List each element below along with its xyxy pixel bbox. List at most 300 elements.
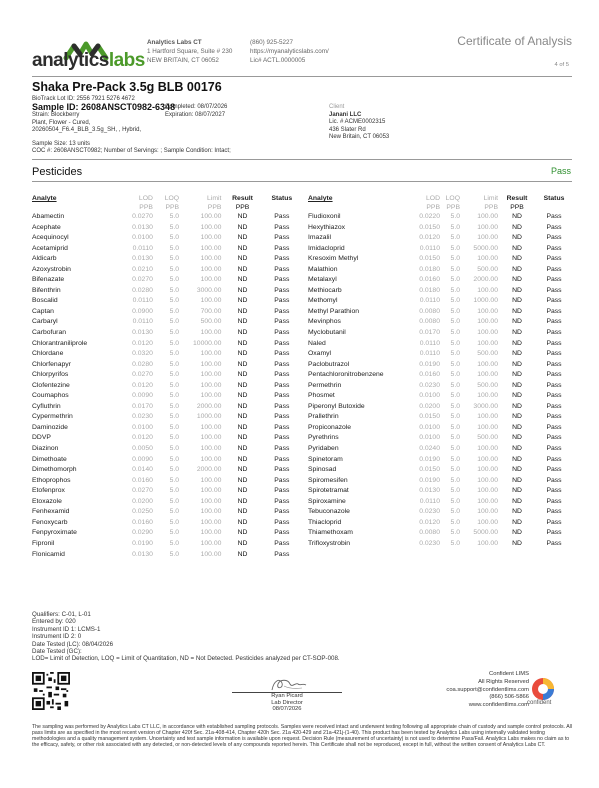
loq-cell: 5.0 bbox=[169, 518, 180, 526]
limit-cell: 100.00 bbox=[477, 234, 498, 242]
loq-cell: 5.0 bbox=[169, 413, 180, 421]
confident-email[interactable]: coa.support@confidentlims.com bbox=[446, 686, 529, 693]
limit-cell: 100.00 bbox=[477, 318, 498, 326]
analyte-cell: Acequinocyl bbox=[32, 234, 69, 242]
loq-cell: 5.0 bbox=[169, 466, 180, 474]
table-row bbox=[306, 244, 574, 255]
lod-cell: 0.0280 bbox=[132, 360, 153, 368]
analyte-cell: Methyl Parathion bbox=[308, 307, 360, 315]
note-legend: LOD= Limit of Detection, LOQ = Limit of Quantitation, ND = Not Detected. Pesticides analyzed per CT-SOP-008. bbox=[32, 655, 340, 663]
table-row bbox=[30, 486, 302, 497]
limit-cell: 100.00 bbox=[477, 213, 498, 220]
loq-cell: 5.0 bbox=[169, 255, 180, 263]
lod-cell: 0.0110 bbox=[419, 350, 440, 358]
lod-cell: 0.0210 bbox=[132, 265, 153, 273]
lod-cell: 0.0290 bbox=[132, 529, 153, 537]
lod-cell: 0.0120 bbox=[132, 434, 153, 442]
lod-cell: 0.0110 bbox=[132, 244, 153, 252]
result-cell: ND bbox=[237, 423, 248, 431]
limit-cell: 100.00 bbox=[200, 360, 222, 368]
client-address-1: 436 Slater Rd bbox=[329, 126, 366, 133]
table-row bbox=[306, 328, 574, 339]
limit-cell: 100.00 bbox=[200, 445, 222, 453]
loq-cell: 5.0 bbox=[450, 360, 460, 368]
lod-cell: 0.0200 bbox=[419, 402, 440, 410]
loq-cell: 5.0 bbox=[169, 350, 180, 358]
limit-cell: 100.00 bbox=[477, 413, 498, 421]
lod-cell: 0.0150 bbox=[419, 223, 440, 231]
table-row bbox=[306, 349, 574, 360]
result-cell: ND bbox=[512, 223, 522, 231]
table-row bbox=[306, 433, 574, 444]
loq-cell: 5.0 bbox=[169, 244, 180, 252]
limit-cell: 500.00 bbox=[477, 265, 498, 273]
lod-cell: 0.0150 bbox=[419, 466, 440, 474]
limit-cell: 100.00 bbox=[200, 508, 222, 516]
limit-cell: 100.00 bbox=[200, 455, 222, 463]
unit-loq: PPB bbox=[165, 204, 180, 211]
loq-cell: 5.0 bbox=[450, 423, 460, 431]
table-row bbox=[30, 254, 302, 265]
table-row bbox=[306, 518, 574, 529]
lod-cell: 0.0100 bbox=[132, 234, 153, 242]
table-row bbox=[306, 507, 574, 518]
result-cell: ND bbox=[512, 350, 522, 358]
signature-date: 08/07/2026 bbox=[272, 706, 302, 713]
limit-cell: 100.00 bbox=[200, 550, 222, 558]
table-row bbox=[30, 296, 302, 307]
analyte-cell: Carbaryl bbox=[32, 318, 58, 326]
loq-cell: 5.0 bbox=[169, 297, 180, 305]
lod-cell: 0.0110 bbox=[419, 244, 440, 252]
result-cell: ND bbox=[237, 455, 248, 463]
table-row bbox=[306, 307, 574, 318]
status-cell: Pass bbox=[546, 265, 562, 273]
table-row bbox=[30, 550, 302, 561]
limit-cell: 100.00 bbox=[477, 286, 498, 294]
loq-cell: 5.0 bbox=[169, 265, 180, 273]
table-row bbox=[30, 444, 302, 455]
lod-cell: 0.0160 bbox=[419, 276, 440, 284]
document-title: Certificate of Analysis bbox=[457, 34, 572, 48]
loq-cell: 5.0 bbox=[450, 445, 460, 453]
lod-cell: 0.0240 bbox=[419, 445, 440, 453]
table-row bbox=[30, 433, 302, 444]
sample-id: Sample ID: 2608ANSCT0982-6348 bbox=[32, 102, 176, 112]
limit-cell: 100.00 bbox=[477, 455, 498, 463]
signature-image bbox=[232, 674, 342, 694]
status-cell: Pass bbox=[546, 360, 562, 368]
status-cell: Pass bbox=[546, 339, 562, 347]
lot-id: BioTrack Lot ID: 2556 7921 5276 4672 bbox=[32, 96, 135, 102]
analyte-cell: Thiacloprid bbox=[308, 518, 342, 526]
table-row bbox=[30, 412, 302, 423]
table-row bbox=[30, 317, 302, 328]
analyte-cell: DDVP bbox=[32, 434, 51, 442]
loq-cell: 5.0 bbox=[169, 276, 180, 284]
result-cell: ND bbox=[237, 318, 248, 326]
loq-cell: 5.0 bbox=[450, 276, 460, 284]
limit-cell: 100.00 bbox=[477, 307, 498, 315]
table-row bbox=[30, 476, 302, 487]
analyte-cell: Methiocarb bbox=[308, 286, 342, 294]
analyte-cell: Pyridaben bbox=[308, 445, 339, 453]
lod-cell: 0.0100 bbox=[419, 392, 440, 400]
col-limit: Limit bbox=[483, 195, 498, 202]
note-qualifiers: Qualifiers: C-01, L-01 bbox=[32, 611, 91, 618]
loq-cell: 5.0 bbox=[169, 402, 180, 410]
lod-cell: 0.0190 bbox=[419, 476, 440, 484]
lod-cell: 0.0080 bbox=[419, 307, 440, 315]
loq-cell: 5.0 bbox=[169, 508, 180, 516]
analyte-cell: Kresoxim Methyl bbox=[308, 255, 359, 263]
col-analyte: Analyte bbox=[32, 195, 57, 202]
table-row bbox=[30, 465, 302, 476]
analyte-cell: Pentachloronitrobenzene bbox=[308, 371, 384, 379]
batch: 20260504_F6.4_BLB_3.5g_SH, , Hybrid, bbox=[32, 127, 142, 134]
limit-cell: 100.00 bbox=[200, 381, 222, 389]
signature-block bbox=[232, 693, 342, 713]
loq-cell: 5.0 bbox=[450, 286, 460, 294]
lod-cell: 0.0120 bbox=[132, 381, 153, 389]
status-cell: Pass bbox=[546, 350, 562, 358]
analyte-cell: Chlorpyrifos bbox=[32, 371, 69, 379]
table-row bbox=[306, 286, 574, 297]
status-cell: Pass bbox=[274, 445, 290, 453]
confident-phone: (866) 506-5866 bbox=[489, 694, 529, 701]
analyte-cell: Fenoxycarb bbox=[32, 518, 68, 526]
result-cell: ND bbox=[512, 455, 522, 463]
client-address-2: New Britain, CT 06053 bbox=[329, 134, 390, 141]
analyte-cell: Malathion bbox=[308, 265, 338, 273]
table-row bbox=[30, 265, 302, 276]
confident-logo-text: confident bbox=[527, 700, 552, 706]
results-body-left bbox=[30, 212, 302, 560]
status-cell: Pass bbox=[546, 508, 562, 516]
analyte-cell: Permethrin bbox=[308, 381, 342, 389]
status-cell: Pass bbox=[274, 213, 290, 220]
limit-cell: 5000.00 bbox=[473, 529, 498, 537]
lod-cell: 0.0130 bbox=[132, 255, 153, 263]
table-row bbox=[30, 244, 302, 255]
status-cell: Pass bbox=[274, 508, 290, 516]
limit-cell: 100.00 bbox=[200, 518, 222, 526]
analyte-cell: Ethoprophos bbox=[32, 476, 71, 484]
limit-cell: 100.00 bbox=[477, 255, 498, 263]
result-cell: ND bbox=[512, 497, 522, 505]
disclaimer: The sampling was performed by Analytics Labs CT LLC, in accordance with established sampling protocols. Samples were received intact and underwent testing following all appropriate chain of custody and sample control protocols. All pass limits are as specified in the most recent version of Chapter 420f Sec. 21a-408-414, Chapter 420h Sec. 21a 420-429 and 21a-421j-(1-40). This product has been tested by Analytics Labs using internally validated testing methodologies and a quality management system. Uncertainty and test sample information is available upon request. Decision Rule (measurement of uncertainty) is not used to determine Pass/Fail. Analytics Labs makes no claim as to the efficacy, safety, or other risk associated with any detected, or non-detected levels of any compounds reported herein. This Certificate shall not be reproduced, except in full, without the written consent of Analytics Labs CT. bbox=[32, 724, 572, 748]
limit-cell: 10000.00 bbox=[193, 339, 222, 347]
lod-cell: 0.0250 bbox=[132, 508, 153, 516]
limit-cell: 100.00 bbox=[200, 487, 222, 495]
analyte-cell: Chlorantraniliprole bbox=[32, 339, 88, 347]
status-cell: Pass bbox=[546, 318, 562, 326]
table-row bbox=[30, 233, 302, 244]
status-cell: Pass bbox=[546, 455, 562, 463]
result-cell: ND bbox=[237, 329, 248, 337]
loq-cell: 5.0 bbox=[169, 487, 180, 495]
loq-cell: 5.0 bbox=[450, 466, 460, 474]
table-row bbox=[30, 507, 302, 518]
analyte-cell: Naled bbox=[308, 339, 326, 347]
result-cell: ND bbox=[237, 487, 248, 495]
table-row bbox=[306, 444, 574, 455]
analyte-cell: Tebuconazole bbox=[308, 508, 350, 516]
lod-cell: 0.0100 bbox=[419, 434, 440, 442]
status-cell: Pass bbox=[274, 244, 290, 252]
result-cell: ND bbox=[512, 413, 522, 421]
loq-cell: 5.0 bbox=[450, 255, 460, 263]
loq-cell: 5.0 bbox=[450, 392, 460, 400]
status-cell: Pass bbox=[546, 213, 562, 220]
client-license: Lic. # ACME0002315 bbox=[329, 119, 386, 126]
table-row bbox=[306, 528, 574, 539]
loq-cell: 5.0 bbox=[450, 402, 460, 410]
limit-cell: 500.00 bbox=[200, 318, 222, 326]
status-cell: Pass bbox=[274, 234, 290, 242]
qr-code[interactable] bbox=[32, 672, 70, 710]
analyte-cell: Oxamyl bbox=[308, 350, 332, 358]
note-entered-by: Entered by: 020 bbox=[32, 618, 76, 626]
loq-cell: 5.0 bbox=[450, 339, 460, 347]
limit-cell: 3000.00 bbox=[473, 402, 498, 410]
limit-cell: 100.00 bbox=[200, 329, 222, 337]
lod-cell: 0.0080 bbox=[419, 318, 440, 326]
analyte-cell: Azoxystrobin bbox=[32, 265, 71, 273]
status-cell: Pass bbox=[546, 371, 562, 379]
unit-lod: PPB bbox=[426, 204, 440, 211]
lod-cell: 0.0160 bbox=[132, 476, 153, 484]
status-cell: Pass bbox=[546, 423, 562, 431]
analyte-cell: Cypermethrin bbox=[32, 413, 73, 421]
result-cell: ND bbox=[512, 339, 522, 347]
result-cell: ND bbox=[237, 476, 248, 484]
status-cell: Pass bbox=[274, 487, 290, 495]
lod-cell: 0.0090 bbox=[132, 455, 153, 463]
result-cell: ND bbox=[512, 539, 522, 547]
header-divider bbox=[32, 76, 572, 77]
analyte-cell: Flonicamid bbox=[32, 550, 65, 558]
product-name: Shaka Pre-Pack 3.5g BLB 00176 bbox=[32, 80, 222, 94]
company-name: Analytics Labs CT bbox=[147, 39, 202, 46]
limit-cell: 100.00 bbox=[200, 423, 222, 431]
lod-cell: 0.0190 bbox=[419, 360, 440, 368]
analyte-cell: Pyrethrins bbox=[308, 434, 339, 442]
analyte-cell: Daminozide bbox=[32, 423, 68, 431]
table-row bbox=[306, 223, 574, 234]
analyte-cell: Carbofuran bbox=[32, 329, 67, 337]
table-row bbox=[306, 486, 574, 497]
loq-cell: 5.0 bbox=[450, 529, 460, 537]
status-cell: Pass bbox=[546, 434, 562, 442]
loq-cell: 5.0 bbox=[450, 297, 460, 305]
status-cell: Pass bbox=[274, 297, 290, 305]
loq-cell: 5.0 bbox=[169, 329, 180, 337]
col-loq: LOQ bbox=[445, 195, 460, 202]
status-cell: Pass bbox=[546, 466, 562, 474]
status-cell: Pass bbox=[274, 466, 290, 474]
table-row bbox=[30, 360, 302, 371]
loq-cell: 5.0 bbox=[169, 234, 180, 242]
client-name: Janani LLC bbox=[329, 111, 362, 118]
lod-cell: 0.0900 bbox=[132, 307, 153, 315]
analyte-cell: Cyfluthrin bbox=[32, 402, 61, 410]
result-cell: ND bbox=[512, 402, 522, 410]
completed-date: Completed: 08/07/2026 bbox=[165, 104, 228, 110]
confident-name: Confident LIMS bbox=[489, 671, 529, 677]
coc: COC #: 2608ANSCT0982; Number of Servings: ; Sample Condition: Intact; bbox=[32, 148, 231, 154]
status-cell: Pass bbox=[274, 276, 290, 284]
company-url[interactable]: https://myanalyticslabs.com/ bbox=[250, 48, 329, 55]
loq-cell: 5.0 bbox=[450, 329, 460, 337]
analyte-cell: Diazinon bbox=[32, 445, 59, 453]
table-row bbox=[30, 402, 302, 413]
result-cell: ND bbox=[512, 318, 522, 326]
status-cell: Pass bbox=[274, 497, 290, 505]
table-row bbox=[30, 455, 302, 466]
analyte-cell: Chlordane bbox=[32, 350, 64, 358]
result-cell: ND bbox=[237, 286, 248, 294]
limit-cell: 100.00 bbox=[200, 223, 222, 231]
lod-cell: 0.0140 bbox=[132, 466, 153, 474]
lod-cell: 0.0280 bbox=[132, 286, 153, 294]
result-cell: ND bbox=[512, 529, 522, 537]
result-cell: ND bbox=[237, 244, 248, 252]
status-cell: Pass bbox=[546, 286, 562, 294]
loq-cell: 5.0 bbox=[450, 265, 460, 273]
status-cell: Pass bbox=[274, 265, 290, 273]
analyte-cell: Propiconazole bbox=[308, 423, 352, 431]
lod-cell: 0.0230 bbox=[419, 381, 440, 389]
lod-cell: 0.0110 bbox=[419, 297, 440, 305]
limit-cell: 100.00 bbox=[200, 297, 222, 305]
analyte-cell: Etofenprox bbox=[32, 487, 65, 495]
result-cell: ND bbox=[512, 255, 522, 263]
lod-cell: 0.0110 bbox=[419, 339, 440, 347]
limit-cell: 100.00 bbox=[477, 497, 498, 505]
lod-cell: 0.0150 bbox=[419, 413, 440, 421]
table-row bbox=[30, 423, 302, 434]
col-analyte: Analyte bbox=[308, 195, 333, 202]
note-date-gc: Date Tested (GC): bbox=[32, 648, 82, 656]
analyte-cell: Fipronil bbox=[32, 539, 55, 547]
company-phone: (860) 925-5227 bbox=[250, 39, 294, 46]
analyte-cell: Hexythiazox bbox=[308, 223, 346, 231]
loq-cell: 5.0 bbox=[450, 497, 460, 505]
lod-cell: 0.0120 bbox=[132, 339, 153, 347]
limit-cell: 100.00 bbox=[477, 392, 498, 400]
limit-cell: 1000.00 bbox=[473, 297, 498, 305]
loq-cell: 5.0 bbox=[169, 434, 180, 442]
limit-cell: 100.00 bbox=[477, 476, 498, 484]
result-cell: ND bbox=[237, 466, 248, 474]
analyte-cell: Bifenazate bbox=[32, 276, 65, 284]
sample-size: Sample Size: 13 units bbox=[32, 141, 91, 147]
limit-cell: 100.00 bbox=[477, 339, 498, 347]
result-cell: ND bbox=[512, 307, 522, 315]
lod-cell: 0.0150 bbox=[419, 255, 440, 263]
loq-cell: 5.0 bbox=[169, 307, 180, 315]
status-cell: Pass bbox=[546, 244, 562, 252]
company-license: Lic# ACTL.0000005 bbox=[250, 57, 306, 64]
signer-name: Ryan Picard bbox=[271, 693, 303, 699]
status-cell: Pass bbox=[274, 550, 290, 558]
result-cell: ND bbox=[237, 529, 248, 537]
dates bbox=[165, 104, 227, 119]
limit-cell: 2000.00 bbox=[473, 276, 498, 284]
result-cell: ND bbox=[237, 234, 248, 242]
loq-cell: 5.0 bbox=[450, 476, 460, 484]
table-row bbox=[306, 402, 574, 413]
col-limit: Limit bbox=[207, 195, 222, 202]
unit-loq: PPB bbox=[446, 204, 460, 211]
status-cell: Pass bbox=[546, 413, 562, 421]
result-cell: ND bbox=[512, 360, 522, 368]
loq-cell: 5.0 bbox=[169, 360, 180, 368]
limit-cell: 100.00 bbox=[200, 350, 222, 358]
loq-cell: 5.0 bbox=[450, 518, 460, 526]
status-cell: Pass bbox=[546, 497, 562, 505]
table-row bbox=[30, 518, 302, 529]
page-number: 4 of 5 bbox=[554, 62, 569, 68]
result-cell: ND bbox=[512, 445, 522, 453]
status-cell: Pass bbox=[546, 307, 562, 315]
unit-lod: PPB bbox=[139, 204, 153, 211]
status-cell: Pass bbox=[274, 434, 290, 442]
loq-cell: 5.0 bbox=[450, 223, 460, 231]
status-cell: Pass bbox=[274, 286, 290, 294]
table-row bbox=[306, 275, 574, 286]
limit-cell: 700.00 bbox=[200, 307, 222, 315]
loq-cell: 5.0 bbox=[450, 371, 460, 379]
result-cell: ND bbox=[512, 286, 522, 294]
table-row bbox=[306, 296, 574, 307]
lod-cell: 0.0270 bbox=[132, 487, 153, 495]
limit-cell: 100.00 bbox=[477, 360, 498, 368]
table-row bbox=[306, 265, 574, 276]
company-logo-text: analyticslabs bbox=[32, 50, 145, 71]
result-cell: ND bbox=[237, 539, 248, 547]
table-row bbox=[306, 339, 574, 350]
status-cell: Pass bbox=[546, 518, 562, 526]
table-row bbox=[306, 497, 574, 508]
table-row bbox=[306, 212, 574, 223]
limit-cell: 5000.00 bbox=[473, 244, 498, 252]
loq-cell: 5.0 bbox=[169, 445, 180, 453]
status-cell: Pass bbox=[274, 360, 290, 368]
lod-cell: 0.0160 bbox=[132, 518, 153, 526]
note-instrument-2: Instrument ID 2: 0 bbox=[32, 633, 82, 641]
table-row bbox=[306, 360, 574, 371]
table-row bbox=[306, 317, 574, 328]
table-row bbox=[30, 212, 302, 223]
status-cell: Pass bbox=[546, 276, 562, 284]
status-cell: Pass bbox=[274, 455, 290, 463]
confident-url[interactable]: www.confidentlims.com bbox=[468, 702, 529, 709]
limit-cell: 100.00 bbox=[477, 445, 498, 453]
limit-cell: 100.00 bbox=[200, 276, 222, 284]
analyte-cell: Chlorfenapyr bbox=[32, 360, 71, 368]
loq-cell: 5.0 bbox=[450, 318, 460, 326]
analyte-cell: Etoxazole bbox=[32, 497, 62, 505]
unit-limit: PPB bbox=[207, 204, 222, 211]
loq-cell: 5.0 bbox=[450, 434, 460, 442]
limit-cell: 100.00 bbox=[200, 213, 222, 220]
lod-cell: 0.0080 bbox=[419, 529, 440, 537]
lod-cell: 0.0100 bbox=[132, 423, 153, 431]
table-row bbox=[306, 412, 574, 423]
limit-cell: 1000.00 bbox=[196, 413, 222, 421]
